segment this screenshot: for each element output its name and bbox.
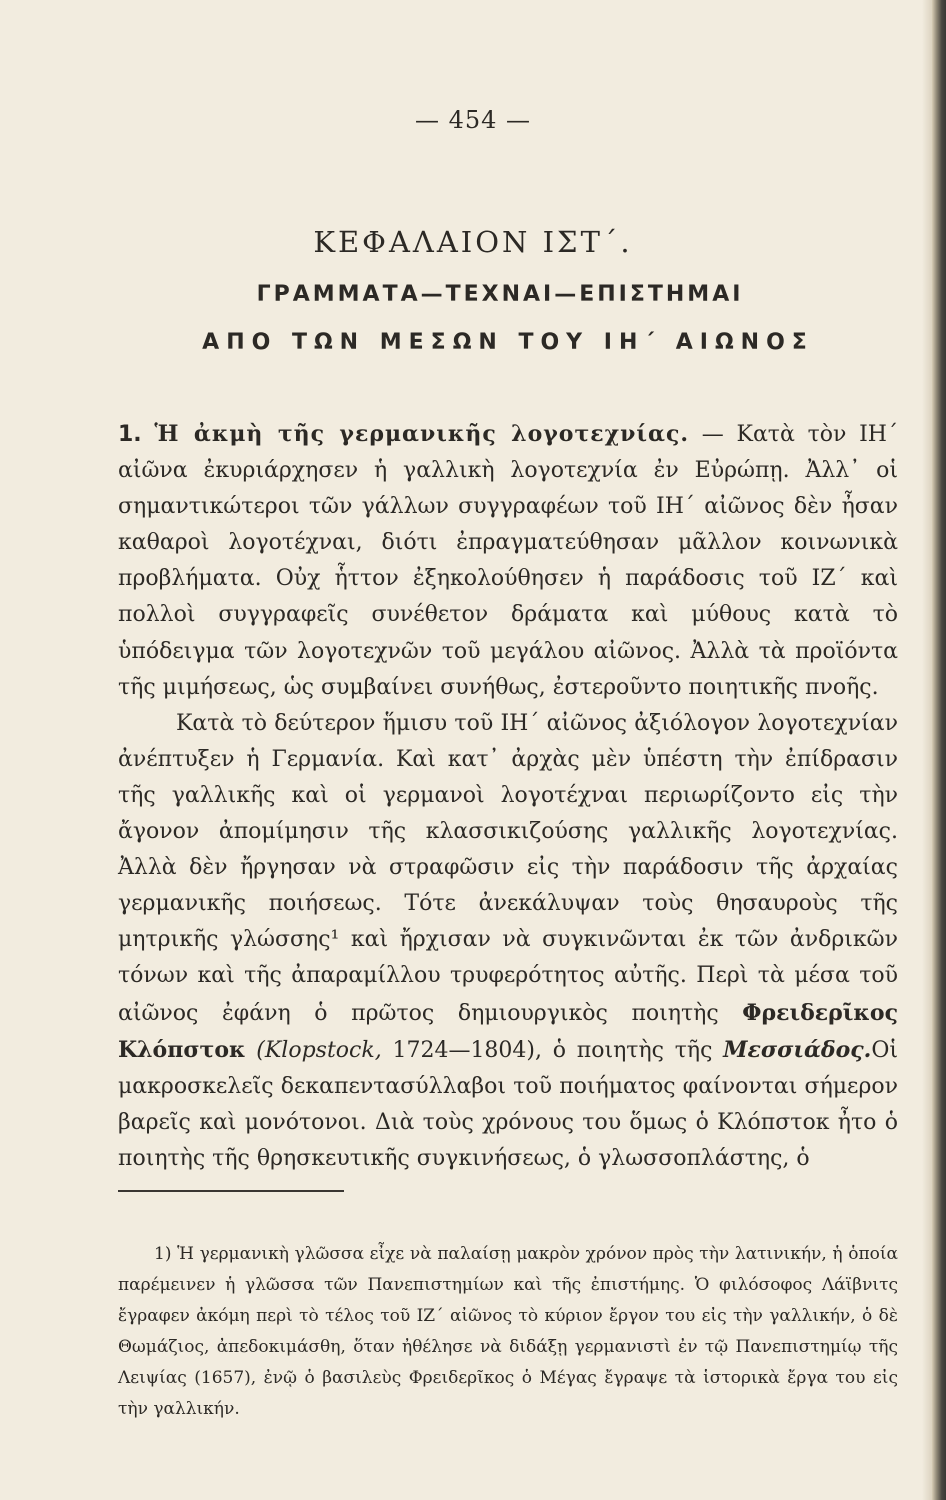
footnote-marker: 1)	[154, 1244, 172, 1264]
footnote-reference: ¹	[330, 927, 340, 953]
paragraph-1-text: Κατὰ τὸν ΙΗ΄ αἰῶνα ἐκυριάρχησεν ἡ γαλλικὴ λογοτεχνία ἐν Εὐρώπῃ. Ἀλλ᾽ οἱ σημαντικώτεροι τῶν γάλλων συγγραφέων τοῦ ΙΗ΄ αἰῶνος δὲν ἦσαν καθαροὶ λογοτέχναι, διότι ἐπραγματεύθησαν μᾶλλον κοινωνικὰ προβλήματα. Οὐχ ἧττον ἐξηκολούθησεν ἡ παράδοσις τοῦ ΙΖ΄ καὶ πολλοὶ συγγραφεῖς συνέθετον δράματα καὶ μύθους κατὰ τὸ ὑπόδειγμα τῶν λογοτεχνῶν τοῦ μεγάλου αἰῶνος. Ἀλλὰ τὰ προϊόντα τῆς μιμήσεως, ὡς συμβαίνει συνήθως, ἐστεροῦντο ποιητικῆς πνοῆς.	[118, 422, 898, 700]
paragraph-2-text-c: Οἱ μακροσκελεῖς δεκαπεντασύλλαβοι τοῦ ποιήματος φαίνονται σήμερον βαρεῖς καὶ μονότονοι. Διὰ τοὺς χρόνους του ὅμως ὁ Κλόπστοκ ἦτο ὁ ποιητὴς τῆς θρησκευτικῆς συγκινήσεως, ὁ γλωσσοπλάστης, ὁ	[118, 1037, 898, 1171]
body-text	[118, 416, 898, 1177]
poet-years: 1724—1804), ὁ ποιητὴς τῆς	[381, 1037, 724, 1063]
chapter-subtitle-line1: ΓΡΑΜΜΑΤΑ—ΤΕΧΝΑΙ—ΕΠΙΣΤΗΜΑΙ	[256, 282, 744, 307]
footnote	[118, 1239, 898, 1425]
chapter-heading: ΚΕΦΑΛΑΙΟΝ ΙΣΤ΄.	[313, 225, 633, 259]
work-title: Μεσσιάδος.	[723, 1036, 872, 1063]
poet-name-latin: (Klopstock,	[256, 1037, 382, 1063]
chapter-subtitle-line2: ΑΠΟ ΤΩΝ ΜΕΣΩΝ ΤΟΥ ΙΗ΄ ΑΙΩΝΟΣ	[202, 330, 814, 355]
footnote-text: Ἡ γερμανικὴ γλῶσσα εἶχε νὰ παλαίσῃ μακρὸν χρόνον πρὸς τὴν λατινικήν, ἡ ὁποία παρέμεινεν ἡ γλῶσσα τῶν Πανεπιστημίων καὶ τῆς ἐπιστήμης. Ὁ φιλόσοφος Λάϊβνιτς ἔγραφεν ἀκόμη περὶ τὸ τέλος τοῦ ΙΖ΄ αἰῶνος τὸ κύριον ἔργον του εἰς τὴν γαλλικήν, ὁ δὲ Θωμάζιος, ἀπεδοκιμάσθη, ὅταν ἠθέλησε νὰ διδάξῃ γερμανιστὶ ἐν τῷ Πανεπιστημίῳ τῆς Λειψίας (1657), ἐνῷ ὁ βασιλεὺς Φρειδερῖκος ὁ Μέγας ἔγραψε τὰ ἱστορικὰ ἔργα του εἰς τὴν γαλλικήν.	[118, 1244, 898, 1419]
paragraph-2-text-b: καὶ ἤρχισαν νὰ συγκινῶνται ἐκ τῶν ἀνδρικῶν τόνων καὶ τῆς ἀπαραμίλλου τρυφερότητος αὐτῆς. Περὶ τὰ μέσα τοῦ αἰῶνος ἐφάνη ὁ πρῶτος δημιουργικὸς ποιητὴς	[118, 927, 898, 1026]
paragraph-2	[118, 706, 898, 1177]
paragraph-1: 1. Ἡ ἀκμὴ τῆς γερμανικῆς λογοτεχνίας. — Κατὰ τὸν ΙΗ΄ αἰῶνα ἐκυριάρχησεν ἡ γαλλικὴ λογοτεχνία ἐν Εὐρώπῃ. Ἀλλ᾽ οἱ σημαντικώτεροι τῶν γάλλων συγγραφέων τοῦ ΙΗ΄ αἰῶνος δὲν ἦσαν καθαροὶ λογοτέχναι, διότι ἐπραγματεύθησαν μᾶλλον κοινωνικὰ προβλήματα. Οὐχ ἧττον ἐξηκολούθησεν ἡ παράδοσις τοῦ ΙΖ΄ καὶ πολλοὶ συγγραφεῖς συνέθετον δράματα καὶ μύθους κατὰ τὸ ὑπόδειγμα τῶν λογοτεχνῶν τοῦ μεγάλου αἰῶνος. Ἀλλὰ τὰ προϊόντα τῆς μιμήσεως, ὡς συμβαίνει συνήθως, ἐστεροῦντο ποιητικῆς πνοῆς.	[118, 421, 898, 700]
paragraph-2-text-a: Κατὰ τὸ δεύτερον ἥμισυ τοῦ ΙΗ΄ αἰῶνος ἀξιόλογον λογοτεχνίαν ἀνέπτυξεν ἡ Γερμανία. Καὶ κατ᾽ ἀρχὰς μὲν ὑπέστη τὴν ἐπίδρασιν τῆς γαλλικῆς καὶ οἱ γερμανοὶ λογοτέχναι περιωρίζοντο εἰς τὴν ἄγονον ἀπομίμησιν τῆς κλασσικιζούσης γαλλικῆς λογοτεχνίας. Ἀλλὰ δὲν ἤργησαν νὰ στραφῶσιν εἰς τὴν παράδοσιν τῆς ἀρχαίας γερμανικῆς ποιήσεως. Τότε ἀνεκάλυψαν τοὺς θησαυροὺς τῆς μητρικῆς γλώσσης	[118, 710, 898, 953]
page-number: — 454 —	[414, 106, 532, 134]
section-title: Ἡ ἀκμὴ τῆς γερμανικῆς λογοτεχνίας.	[154, 421, 690, 447]
section-number: 1.	[118, 422, 142, 447]
poet-name: Φρειδερῖκος Κλόπστοκ	[118, 999, 898, 1063]
footnote-divider	[118, 1190, 344, 1192]
